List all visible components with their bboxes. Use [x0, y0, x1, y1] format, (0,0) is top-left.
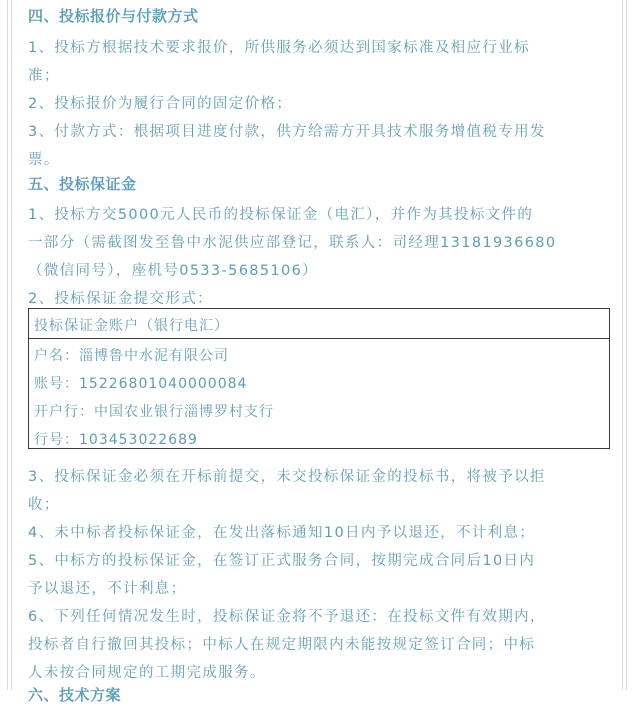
bank-branch: 开户行：中国农业银行淄博罗村支行 [34, 404, 274, 420]
section-4-line-5: 票。 [28, 152, 60, 168]
section-5-after-line-4: 5、中标方的投标保证金，在签订正式服务合同，按期完成合同后10日内 [28, 553, 536, 569]
section-5-after-line-8: 人未按合同规定的工期完成服务。 [28, 665, 266, 681]
section-5-after-line-7: 投标者自行撤回其投标；中标人在规定期限内未能按规定签订合同；中标 [28, 637, 536, 653]
section-5-after-line-2: 收； [28, 497, 60, 513]
section-4-line-4: 3、付款方式：根据项目进度付款，供方给需方开具技术服务增值税专用发 [28, 124, 546, 140]
bank-code: 行号：103453022689 [34, 432, 198, 448]
right-frame-border [622, 0, 627, 690]
section-5-title: 五、投标保证金 [28, 175, 137, 193]
section-4-line-3: 2、投标报价为履行合同的固定价格； [28, 96, 293, 112]
bank-account-name: 户名：淄博鲁中水泥有限公司 [34, 348, 229, 364]
section-5-line-4: 2、投标保证金提交形式： [28, 291, 213, 307]
section-4-title: 四、投标报价与付款方式 [28, 7, 199, 25]
bank-table-header [29, 309, 609, 339]
section-4-line-2: 准； [28, 68, 60, 84]
section-5-line-3: （微信同号），座机号0533-5685106） [28, 263, 319, 279]
section-5-after-line-1: 3、投标保证金必须在开标前提交，未交投标保证金的投标书，将被予以拒 [28, 469, 546, 485]
section-4-line-1: 1、投标方根据技术要求报价，所供服务必须达到国家标准及相应行业标 [28, 40, 530, 56]
section-6-title-cutoff [28, 684, 122, 704]
section-5-after-line-6: 6、下列任何情况发生时，投标保证金将不予退还：在投标文件有效期内， [28, 609, 546, 625]
bank-account-table [28, 308, 610, 449]
section-5-line-1: 1、投标方交5000元人民币的投标保证金（电汇），并作为其投标文件的 [28, 207, 534, 223]
bank-table-header-label: 投标保证金账户（银行电汇） [34, 318, 229, 334]
section-5-after-line-5: 予以退还，不计利息； [28, 581, 187, 597]
section-5-line-2: 一部分（需截图发至鲁中水泥供应部登记，联系人：司经理13181936680 [28, 235, 557, 251]
section-6-title: 六、技术方案 [28, 686, 122, 704]
bank-account-number: 账号：15226801040000084 [34, 376, 248, 392]
section-5-after-line-3: 4、未中标者投标保证金，在发出落标通知10日内予以退还，不计利息； [28, 525, 536, 541]
left-frame-border [7, 0, 12, 690]
